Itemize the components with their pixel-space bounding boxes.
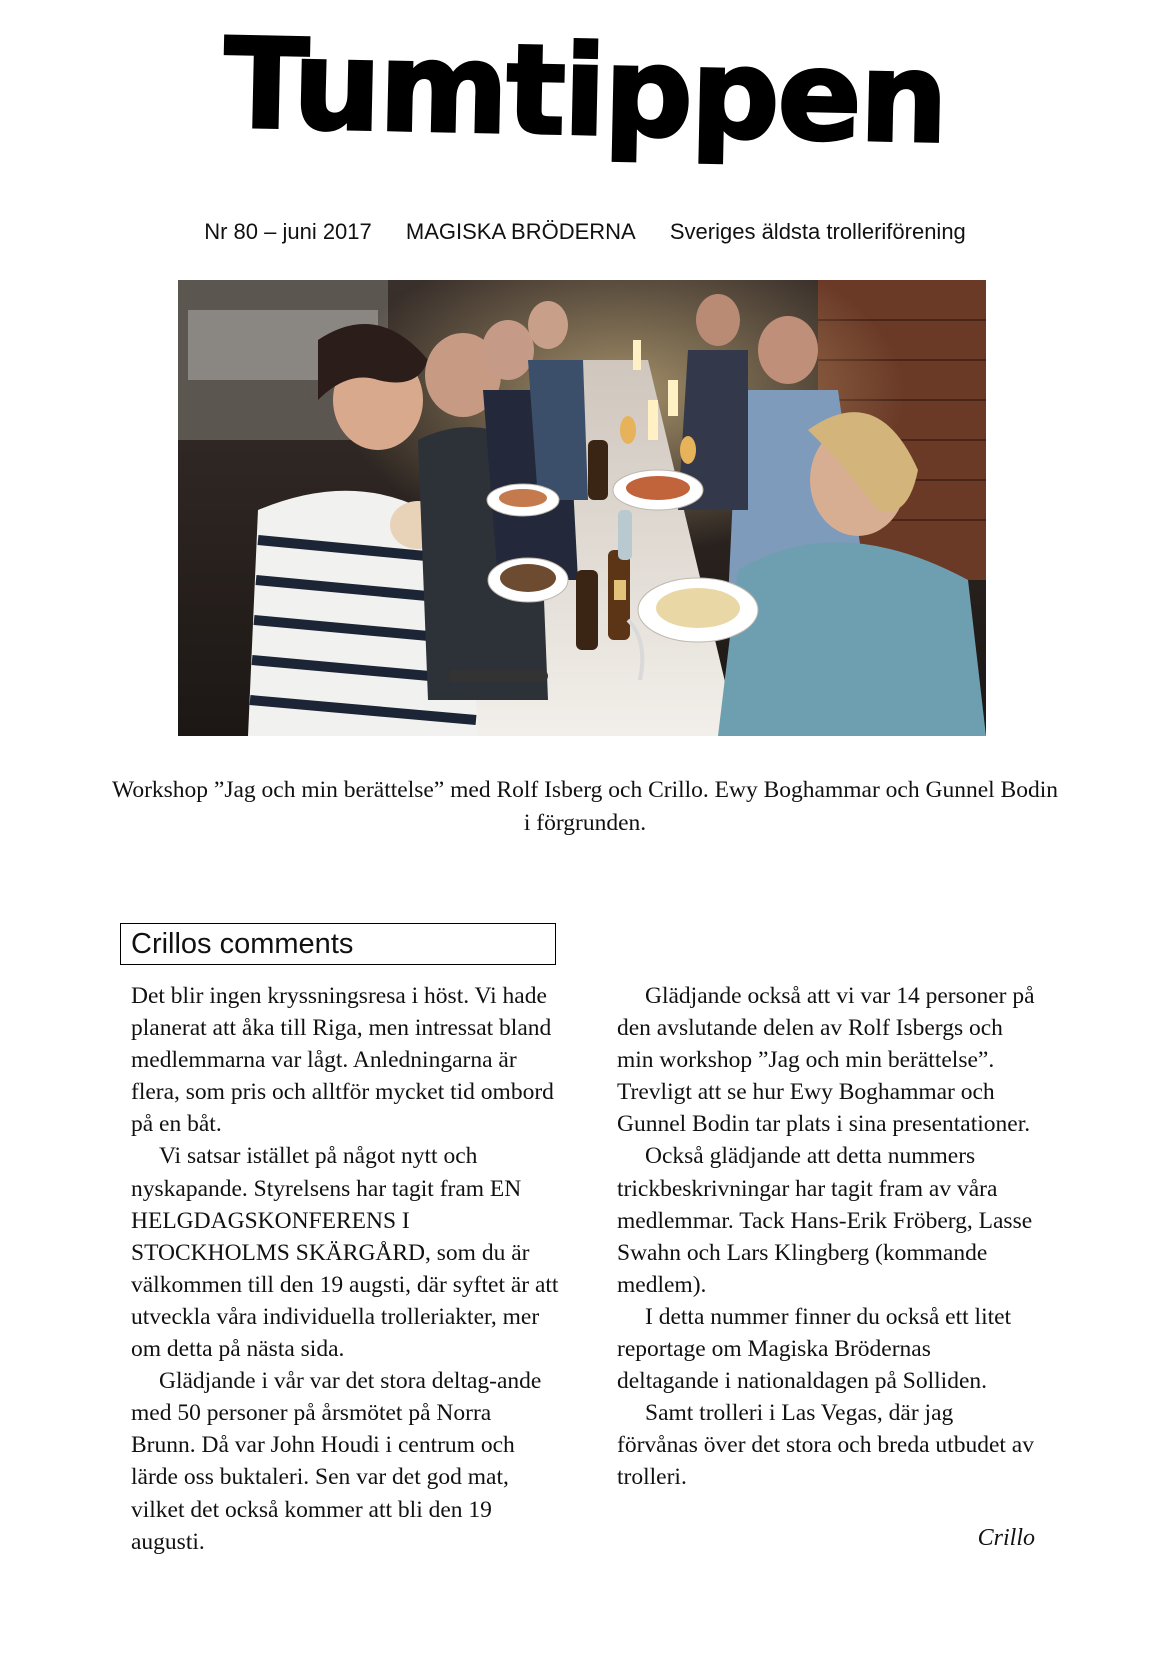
club-name: MAGISKA BRÖDERNA: [405, 219, 636, 244]
article-column-left: [131, 980, 561, 1558]
issue-info-line: [0, 219, 1170, 245]
article-paragraph: Vi satsar istället på något nytt och nyskapande. Styrelsens har tagit fram EN HELGDAGSKONFERENS I STOCKHOLMS SKÄRGÅRD, som du är välkommen till den 19 augsti, där syftet är att utveckla våra individuella trolleriakter, mer om detta på nästa sida.: [131, 1143, 559, 1363]
article-paragraph: Glädjande också att vi var 14 personer på den avslutande delen av Rolf Isbergs och min workshop ”Jag och min berättelse”. Trevligt att se hur Ewy Boghammar och Gunnel Bodin tar plats i sina presentationer.: [617, 983, 1035, 1138]
article-column-right: [617, 980, 1037, 1494]
masthead-title: Tumtippen: [222, 12, 948, 172]
article-paragraph: Det blir ingen kryssningsresa i höst. Vi hade planerat att åka till Riga, men intressat bland medlemmarna var lågt. Anledningarna är flera, som pris och alltför mycket tid ombord på en båt.: [131, 983, 554, 1138]
article-paragraph: Glädjande i vår var det stora deltag-ande med 50 personer på årsmötet på Norra Brunn. Då var John Houdi i centrum och lärde oss buktaleri. Sen var det god mat, vilket det också kommer att bli den 19 augusti.: [131, 1368, 542, 1555]
article-paragraph: I detta nummer finner du också ett litet reportage om Magiska Brödernas deltagande i nationaldagen på Solliden.: [617, 1303, 1012, 1395]
photo-caption: Workshop ”Jag och min berättelse” med Rolf Isberg och Crillo. Ewy Boghammar och Gunnel Bodin i förgrunden.: [112, 777, 1058, 836]
section-heading: Crillos comments: [120, 923, 556, 965]
article-paragraph: Samt trolleri i Las Vegas, där jag förvånas över det stora och breda utbudet av trolleri.: [617, 1400, 1034, 1491]
issue-number: Nr 80 – juni 2017: [204, 219, 372, 244]
article-signature: Crillo: [977, 1525, 1035, 1551]
photo-illustration: [178, 280, 986, 736]
workshop-dinner-photo: [178, 280, 986, 736]
article-paragraph: Också glädjande att detta nummers trickbeskrivningar har tagit fram av våra medlemmar. Tack Hans-Erik Fröberg, Lasse Swahn och Lars Klingberg (kommande medlem).: [617, 1143, 1033, 1298]
club-tagline: Sveriges äldsta trolleriförening: [669, 219, 966, 244]
